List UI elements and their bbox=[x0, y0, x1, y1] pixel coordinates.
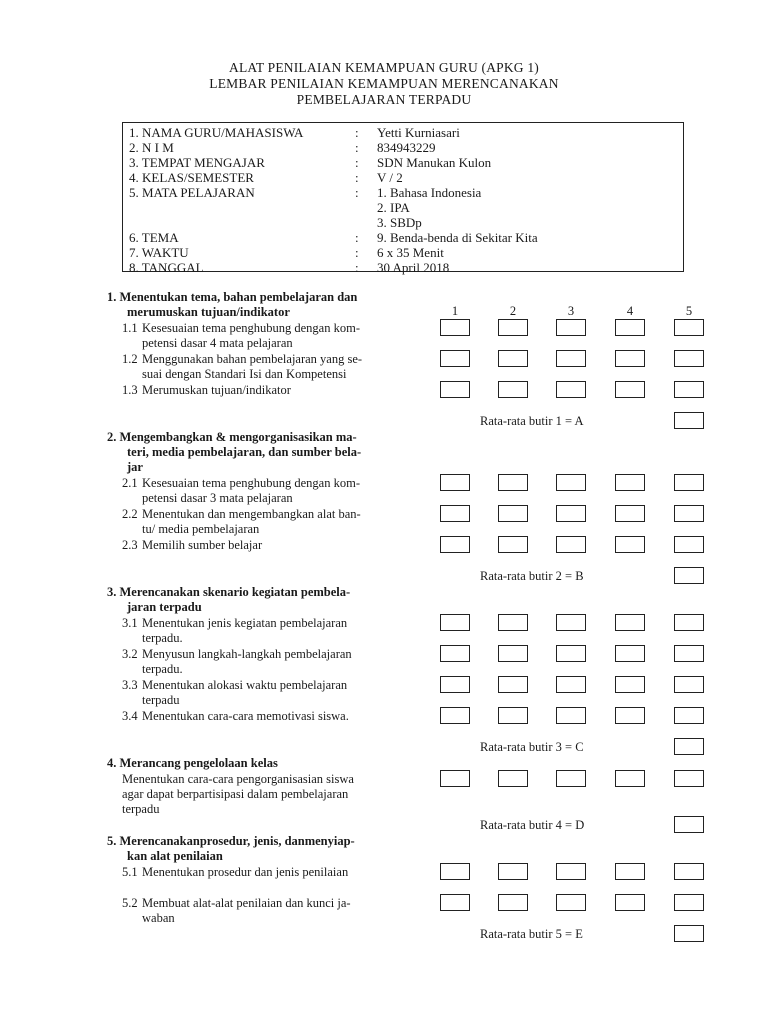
info-value-subject-2: 2. IPA bbox=[377, 200, 410, 215]
info-value-place: SDN Manukan Kulon bbox=[377, 155, 492, 170]
score-box-4-1-3[interactable] bbox=[556, 770, 586, 787]
score-box-2-2-1[interactable] bbox=[440, 505, 470, 522]
score-box-4-1-4[interactable] bbox=[615, 770, 645, 787]
score-box-3-2-3[interactable] bbox=[556, 645, 586, 662]
score-box-1-2-3[interactable] bbox=[556, 350, 586, 367]
average-box-b[interactable] bbox=[674, 567, 704, 584]
score-box-5-1-2[interactable] bbox=[498, 863, 528, 880]
scale-number: 3 bbox=[567, 304, 575, 318]
average-label-b: Rata-rata butir 2 = B bbox=[480, 569, 584, 583]
score-box-5-1-3[interactable] bbox=[556, 863, 586, 880]
scale-number: 4 bbox=[626, 304, 634, 318]
score-box-3-2-4[interactable] bbox=[615, 645, 645, 662]
criterion-3-3: 3.3 Menentukan alokasi waktu pembelajaran terpadu bbox=[122, 678, 348, 707]
score-box-1-1-2[interactable] bbox=[498, 319, 528, 336]
section-5-header: 5. Merencanakanprosedur, jenis, danmenyiap- kan alat penilaian bbox=[107, 834, 355, 863]
score-box-3-1-1[interactable] bbox=[440, 614, 470, 631]
average-label-c: Rata-rata butir 3 = C bbox=[480, 740, 584, 754]
info-label-subject: 5. MATA PELAJARAN bbox=[129, 185, 255, 200]
score-box-3-3-1[interactable] bbox=[440, 676, 470, 693]
section-4-description: Menentukan cara-cara pengorganisasian siswa agar dapat berpartisipasi dalam pembelajaran terpadu bbox=[122, 772, 354, 816]
score-box-3-4-5[interactable] bbox=[674, 707, 704, 724]
info-label-class: 4. KELAS/SEMESTER bbox=[129, 170, 254, 185]
score-box-3-4-3[interactable] bbox=[556, 707, 586, 724]
average-label-d: Rata-rata butir 4 = D bbox=[480, 818, 585, 832]
info-label-time: 7. WAKTU bbox=[129, 245, 189, 260]
score-box-3-3-4[interactable] bbox=[615, 676, 645, 693]
info-colon: : bbox=[355, 260, 359, 275]
score-box-1-3-3[interactable] bbox=[556, 381, 586, 398]
info-colon: : bbox=[355, 245, 359, 260]
info-value-theme: 9. Benda-benda di Sekitar Kita bbox=[377, 230, 538, 245]
score-box-2-3-1[interactable] bbox=[440, 536, 470, 553]
criterion-1-3: 1.3 Merumuskan tujuan/indikator bbox=[122, 383, 291, 397]
score-box-3-4-4[interactable] bbox=[615, 707, 645, 724]
average-box-e[interactable] bbox=[674, 925, 704, 942]
score-box-2-1-5[interactable] bbox=[674, 474, 704, 491]
scale-number: 1 bbox=[451, 304, 459, 318]
criterion-3-4: 3.4 Menentukan cara-cara memotivasi siswa. bbox=[122, 709, 349, 723]
scale-number: 5 bbox=[685, 304, 693, 318]
score-box-1-3-5[interactable] bbox=[674, 381, 704, 398]
score-box-5-2-1[interactable] bbox=[440, 894, 470, 911]
score-box-3-2-2[interactable] bbox=[498, 645, 528, 662]
title-line-1: ALAT PENILAIAN KEMAMPUAN GURU (APKG 1) bbox=[229, 60, 539, 75]
info-colon: : bbox=[355, 230, 359, 245]
title-line-3: PEMBELAJARAN TERPADU bbox=[296, 92, 472, 107]
score-box-4-1-2[interactable] bbox=[498, 770, 528, 787]
scale-number: 2 bbox=[509, 304, 517, 318]
info-label-name: 1. NAMA GURU/MAHASISWA bbox=[129, 125, 304, 140]
score-box-5-2-4[interactable] bbox=[615, 894, 645, 911]
score-box-5-1-1[interactable] bbox=[440, 863, 470, 880]
info-value-subject-3: 3. SBDp bbox=[377, 215, 422, 230]
score-box-3-4-1[interactable] bbox=[440, 707, 470, 724]
info-label-date: 8. TANGGAL bbox=[129, 260, 204, 275]
criterion-2-2: 2.2 Menentukan dan mengembangkan alat ban- tu/ media pembelajaran bbox=[122, 507, 361, 536]
score-box-5-1-4[interactable] bbox=[615, 863, 645, 880]
info-value-class: V / 2 bbox=[377, 170, 403, 185]
info-value-date: 30 April 2018 bbox=[377, 260, 450, 275]
score-box-3-2-5[interactable] bbox=[674, 645, 704, 662]
score-box-4-1-1[interactable] bbox=[440, 770, 470, 787]
score-box-2-3-4[interactable] bbox=[615, 536, 645, 553]
score-box-3-3-3[interactable] bbox=[556, 676, 586, 693]
average-box-c[interactable] bbox=[674, 738, 704, 755]
info-colon: : bbox=[355, 155, 359, 170]
title-line-2: LEMBAR PENILAIAN KEMAMPUAN MERENCANAKAN bbox=[209, 76, 559, 91]
criterion-3-2: 3.2 Menyusun langkah-langkah pembelajaran terpadu. bbox=[122, 647, 352, 676]
score-box-1-1-4[interactable] bbox=[615, 319, 645, 336]
score-box-1-3-4[interactable] bbox=[615, 381, 645, 398]
score-box-1-2-1[interactable] bbox=[440, 350, 470, 367]
score-box-2-1-3[interactable] bbox=[556, 474, 586, 491]
score-box-2-1-4[interactable] bbox=[615, 474, 645, 491]
criterion-5-1: 5.1 Menentukan prosedur dan jenis penilaian bbox=[122, 865, 349, 879]
score-box-1-2-5[interactable] bbox=[674, 350, 704, 367]
score-box-3-1-3[interactable] bbox=[556, 614, 586, 631]
score-box-3-1-2[interactable] bbox=[498, 614, 528, 631]
score-box-3-4-2[interactable] bbox=[498, 707, 528, 724]
criterion-2-3: 2.3 Memilih sumber belajar bbox=[122, 538, 263, 552]
info-value-name: Yetti Kurniasari bbox=[377, 125, 460, 140]
score-box-2-2-4[interactable] bbox=[615, 505, 645, 522]
score-box-3-2-1[interactable] bbox=[440, 645, 470, 662]
score-box-2-2-5[interactable] bbox=[674, 505, 704, 522]
section-4-header: 4. Merancang pengelolaan kelas bbox=[107, 756, 278, 770]
score-box-2-1-2[interactable] bbox=[498, 474, 528, 491]
score-box-1-1-1[interactable] bbox=[440, 319, 470, 336]
score-box-1-1-5[interactable] bbox=[674, 319, 704, 336]
score-box-1-1-3[interactable] bbox=[556, 319, 586, 336]
info-label-place: 3. TEMPAT MENGAJAR bbox=[129, 155, 265, 170]
average-box-d[interactable] bbox=[674, 816, 704, 833]
score-box-3-1-5[interactable] bbox=[674, 614, 704, 631]
score-box-2-2-3[interactable] bbox=[556, 505, 586, 522]
section-3-header: 3. Merencanakan skenario kegiatan pembela- jaran terpadu bbox=[107, 585, 351, 614]
score-box-1-3-2[interactable] bbox=[498, 381, 528, 398]
identity-info-box bbox=[122, 122, 684, 275]
score-box-5-2-2[interactable] bbox=[498, 894, 528, 911]
section-2-header: 2. Mengembangkan & mengorganisasikan ma- teri, media pembelajaran, dan sumber bela- jar bbox=[107, 430, 362, 474]
score-box-5-1-5[interactable] bbox=[674, 863, 704, 880]
info-value-nim: 834943229 bbox=[377, 140, 436, 155]
average-label-e: Rata-rata butir 5 = E bbox=[480, 927, 583, 941]
info-value-time: 6 x 35 Menit bbox=[377, 245, 444, 260]
info-label-nim: 2. N I M bbox=[129, 140, 174, 155]
score-box-1-3-1[interactable] bbox=[440, 381, 470, 398]
score-box-1-2-4[interactable] bbox=[615, 350, 645, 367]
criterion-5-2: 5.2 Membuat alat-alat penilaian dan kunci ja- waban bbox=[122, 896, 351, 925]
criterion-2-1: 2.1 Kesesuaian tema penghubung dengan kom- petensi dasar 3 mata pelajaran bbox=[122, 476, 360, 505]
score-box-2-3-5[interactable] bbox=[674, 536, 704, 553]
score-box-5-2-3[interactable] bbox=[556, 894, 586, 911]
info-colon: : bbox=[355, 170, 359, 185]
info-colon: : bbox=[355, 185, 359, 200]
score-box-2-1-1[interactable] bbox=[440, 474, 470, 491]
criterion-3-1: 3.1 Menentukan jenis kegiatan pembelajaran terpadu. bbox=[122, 616, 348, 645]
score-box-3-1-4[interactable] bbox=[615, 614, 645, 631]
score-box-3-3-5[interactable] bbox=[674, 676, 704, 693]
score-box-2-3-3[interactable] bbox=[556, 536, 586, 553]
info-label-theme: 6. TEMA bbox=[129, 230, 179, 245]
score-box-3-3-2[interactable] bbox=[498, 676, 528, 693]
score-box-1-2-2[interactable] bbox=[498, 350, 528, 367]
average-label-a: Rata-rata butir 1 = A bbox=[480, 414, 584, 428]
info-value-subject-1: 1. Bahasa Indonesia bbox=[377, 185, 482, 200]
section-1-header: 1. Menentukan tema, bahan pembelajaran dan merumuskan tujuan/indikator bbox=[107, 290, 358, 319]
score-box-2-3-2[interactable] bbox=[498, 536, 528, 553]
criterion-1-1: 1.1 Kesesuaian tema penghubung dengan kom- petensi dasar 4 mata pelajaran bbox=[122, 321, 360, 350]
info-colon: : bbox=[355, 125, 359, 140]
score-box-2-2-2[interactable] bbox=[498, 505, 528, 522]
average-box-a[interactable] bbox=[674, 412, 704, 429]
score-box-5-2-5[interactable] bbox=[674, 894, 704, 911]
info-colon: : bbox=[355, 140, 359, 155]
score-box-4-1-5[interactable] bbox=[674, 770, 704, 787]
criterion-1-2: 1.2 Menggunakan bahan pembelajaran yang se- suai dengan Standari Isi dan Kompetensi bbox=[122, 352, 363, 381]
